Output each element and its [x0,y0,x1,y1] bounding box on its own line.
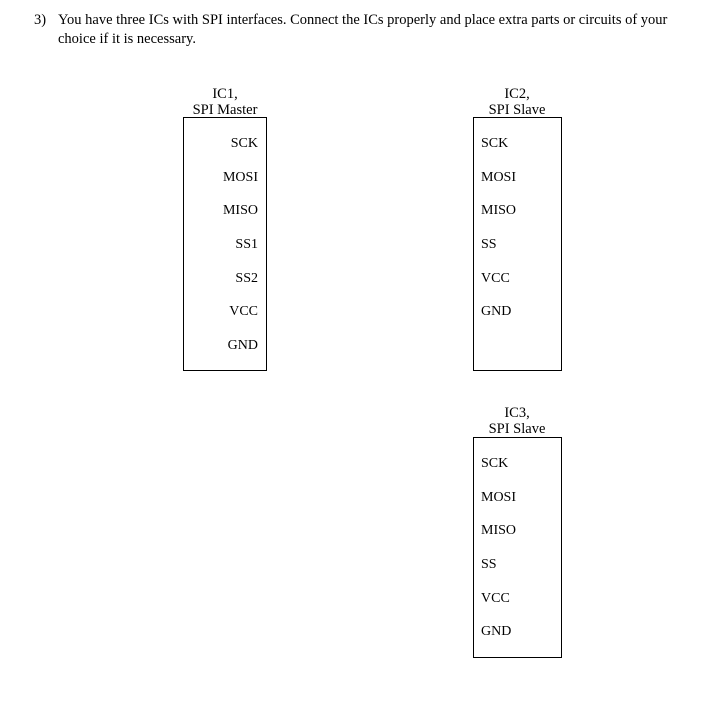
ic3-pin-ss: SS [481,557,497,572]
ic2-box [473,117,562,371]
ic3-pin-miso: MISO [481,523,517,538]
ic1-pin-ss2: SS2 [235,271,258,286]
ic1-pin-sck: SCK [230,136,258,151]
ic1-title [182,86,268,118]
ic2-name: IC2, [504,86,530,102]
ic2-pin-vcc: VCC [481,271,510,286]
ic1-pin-gnd: GND [227,338,258,353]
ic2-pin-sck: SCK [481,136,509,151]
ic2-title [474,86,560,118]
ic1-pin-miso: MISO [222,203,258,218]
question-number: 3) [34,12,47,28]
ic1-role: SPI Master [192,102,258,118]
ic3-pin-mosi: MOSI [481,490,517,505]
ic3-role: SPI Slave [488,421,546,437]
ic3-name: IC3, [504,405,530,421]
ic1-pin-mosi: MOSI [222,170,258,185]
ic2-pin-mosi: MOSI [481,170,517,185]
question-text: You have three ICs with SPI interfaces. Connect the ICs properly and place extra parts or circuits of your choice if it is necessary. [58,12,668,47]
ic3-title [474,405,560,437]
ic2-pin-gnd: GND [481,304,512,319]
ic2-pin-miso: MISO [481,203,517,218]
ic2-pin-ss: SS [481,237,497,252]
ic3-pin-vcc: VCC [481,591,510,606]
ic1-box [183,117,267,371]
ic3-box [473,437,562,658]
ic3-pin-sck: SCK [481,456,509,471]
ic1-pin-vcc: VCC [229,304,258,319]
ic1-pin-ss1: SS1 [235,237,258,252]
ic1-name: IC1, [212,86,238,102]
ic3-pin-gnd: GND [481,624,512,639]
ic2-role: SPI Slave [488,102,546,118]
